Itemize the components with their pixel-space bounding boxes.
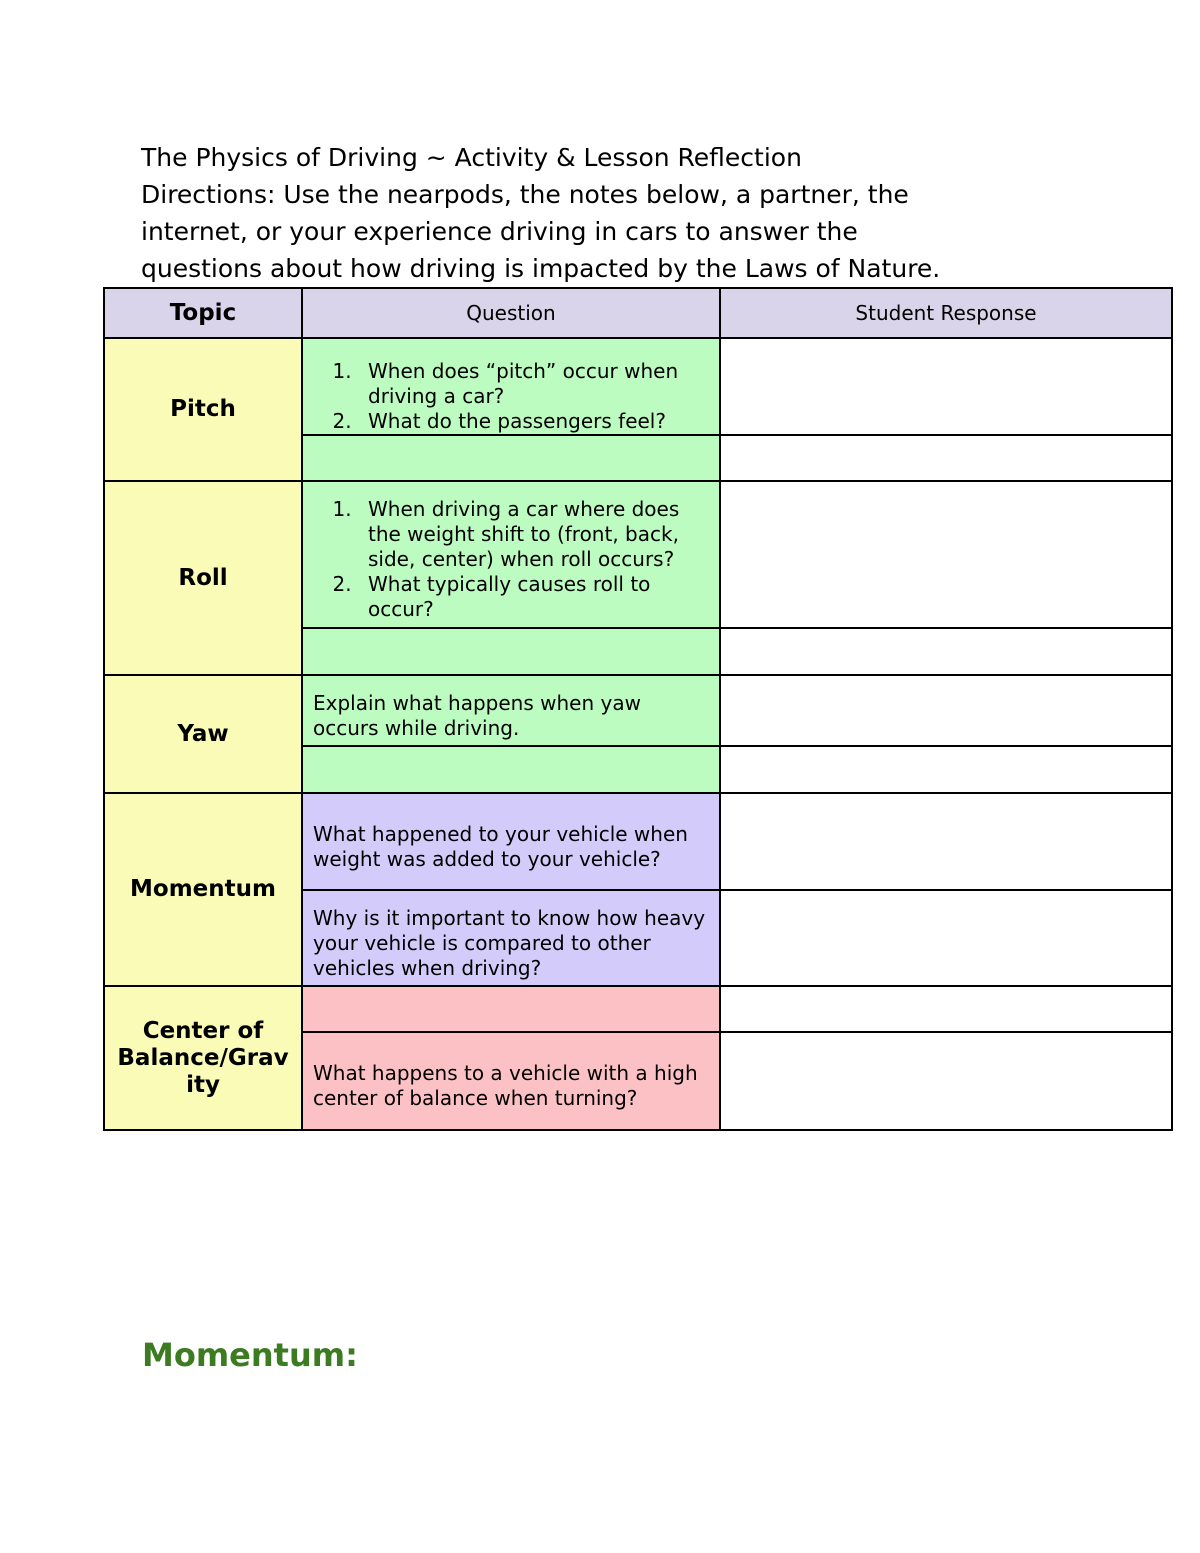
yaw-response-field[interactable] xyxy=(720,675,1172,746)
momentum-question-1: What happened to your vehicle when weight was added to your vehicle? xyxy=(302,793,720,890)
reflection-table xyxy=(103,287,1173,1131)
topic-roll: Roll xyxy=(104,481,302,675)
pitch-response-field-2[interactable] xyxy=(720,435,1172,481)
center-response-field[interactable] xyxy=(720,986,1172,1032)
worksheet-header xyxy=(141,139,1141,287)
roll-question-blank xyxy=(302,628,720,675)
pitch-question-blank xyxy=(302,435,720,481)
directions-line-3: questions about how driving is impacted by the Laws of Nature. xyxy=(141,254,941,283)
center-response-field-2[interactable] xyxy=(720,1032,1172,1130)
roll-response-field-2[interactable] xyxy=(720,628,1172,675)
topic-column-header: Topic xyxy=(104,288,302,338)
question-column-header: Question xyxy=(302,288,720,338)
roll-response-field[interactable] xyxy=(720,481,1172,628)
center-question: What happens to a vehicle with a high center of balance when turning? xyxy=(302,1032,720,1130)
momentum-response-field[interactable] xyxy=(720,793,1172,890)
roll-question-1: 1. When driving a car where does the weight shift to (front, back, side, center) when roll occurs? xyxy=(358,497,709,572)
yaw-question: Explain what happens when yaw occurs while driving. xyxy=(302,675,720,746)
momentum-response-field-2[interactable] xyxy=(720,890,1172,986)
momentum-question-2: Why is it important to know how heavy your vehicle is compared to other vehicles when driving? xyxy=(302,890,720,986)
yaw-question-blank xyxy=(302,746,720,793)
pitch-question-2: 2. What do the passengers feel? xyxy=(358,409,709,434)
table-row xyxy=(104,986,1172,1032)
table-header-row xyxy=(104,288,1172,338)
table-row xyxy=(104,793,1172,890)
topic-momentum: Momentum xyxy=(104,793,302,986)
worksheet-title: The Physics of Driving ~ Activity & Lesson Reflection xyxy=(141,143,802,172)
roll-question-2: 2. What typically causes roll to occur? xyxy=(358,572,709,622)
table-row xyxy=(104,481,1172,628)
directions-line-2: internet, or your experience driving in cars to answer the xyxy=(141,217,858,246)
roll-question-cell xyxy=(302,481,720,628)
pitch-question-cell xyxy=(302,338,720,435)
directions-line-1: Directions: Use the nearpods, the notes below, a partner, the xyxy=(141,180,909,209)
momentum-section-title: Momentum: xyxy=(142,1336,358,1374)
pitch-response-field[interactable] xyxy=(720,338,1172,435)
topic-yaw: Yaw xyxy=(104,675,302,793)
response-column-header: Student Response xyxy=(720,288,1172,338)
topic-pitch: Pitch xyxy=(104,338,302,481)
center-question-blank xyxy=(302,986,720,1032)
table-row xyxy=(104,675,1172,746)
topic-center-of-balance: Center of Balance/Grav ity xyxy=(104,986,302,1130)
table-row xyxy=(104,338,1172,435)
pitch-question-1: 1. When does “pitch” occur when driving a car? xyxy=(358,359,709,409)
yaw-response-field-2[interactable] xyxy=(720,746,1172,793)
